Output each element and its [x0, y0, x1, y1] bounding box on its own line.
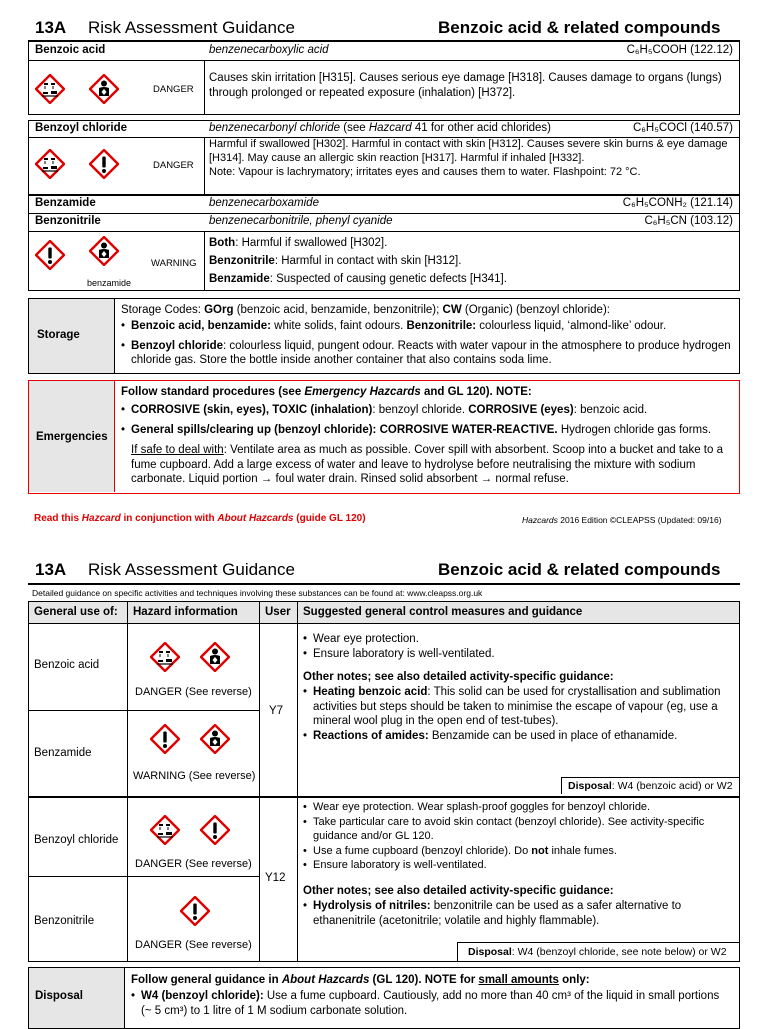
corrosion-icon: [35, 149, 65, 179]
hazcard-footer-note: Read this Hazcard in conjunction with About Hazcards (guide GL 120): [34, 513, 366, 524]
signal-word: DANGER: [153, 160, 194, 171]
corrosion-icon: [150, 642, 180, 672]
corrosion-icon: [150, 815, 180, 845]
benzoyl-chloride-block: [28, 120, 740, 195]
page2-number: 13A: [35, 560, 67, 579]
substance-alt-name: benzenecarboxylic acid: [209, 44, 329, 56]
hazard-statement: Harmful if swallowed [H302]. Harmful in contact with skin [H312]. Causes severe skin burns & eye damage [H314]. May cause an allergic skin reaction [H317]. Harmful if inhaled [H332].: [209, 138, 728, 164]
corrosion-icon: [35, 74, 65, 104]
emergencies-label: Emergencies: [36, 431, 108, 443]
exclamation-icon: [200, 815, 230, 845]
page2-title: Risk Assessment Guidance: [88, 560, 295, 579]
emergencies-section: [28, 380, 740, 494]
disposal-label: Disposal: [35, 990, 83, 1002]
measure-item: • Wear eye protection. Wear splash-proof goggles for benzoyl chloride.: [303, 800, 733, 815]
substance-name: Benzonitrile: [35, 215, 101, 227]
disposal-bullet: • W4 (benzoyl chloride): Use a fume cupboard. Cautiously, add no more than 40 cm³ of the liquid in small portions (~ 5 cm³) to 1 litre of 1 M sodium carbonate solution.: [131, 989, 731, 1018]
control-measures-table: [28, 601, 740, 962]
storage-bullet: • Benzoic acid, benzamide: white solids, faint odours. Benzonitrile: colourless liquid, ‘almond-like’ odour.: [121, 319, 731, 334]
measure-item: • Use a fume cupboard (benzoyl chloride). Do not inhale fumes.: [303, 844, 733, 859]
benzamide-benzonitrile-block: [28, 195, 740, 291]
emergencies-bullet: • CORROSIVE (skin, eyes), TOXIC (inhalation): benzoyl chloride. CORROSIVE (eyes): benzoic acid.: [121, 403, 731, 418]
health-hazard-icon: [200, 642, 230, 672]
substance-formula: C₆H₅COCl (140.57): [632, 122, 733, 134]
emergencies-spill-procedure: If safe to deal with: Ventilate area as much as possible. Cover spill with absorbent. Scoop into a bucket and take to a fume cupboard. Add a large excess of water and leave to hydrolyse before neutralising the mixture with sodium carbonate. Liquid portion → foul water drain. Rinsed solid absorbent → normal refuse.: [131, 444, 723, 485]
note-item: • Hydrolysis of nitriles: benzonitrile can be used as a safer alternative to ethanenitrile (acetonitrile; volatile and highly flammable).: [303, 899, 733, 928]
storage-codes: Storage Codes: GOrg (benzoic acid, benzamide, benzonitrile); CW (Organic) (benzoyl chloride):: [121, 304, 610, 316]
storage-section: [28, 298, 740, 374]
health-hazard-icon: [200, 724, 230, 754]
signal-benzoic-acid: DANGER (See reverse): [135, 686, 252, 698]
page1-title: Risk Assessment Guidance: [88, 18, 295, 37]
page1-subject: Benzoic acid & related compounds: [438, 18, 721, 37]
hazard-both: Both: Harmful if swallowed [H302].: [209, 237, 388, 249]
substance-name: Benzoic acid: [35, 44, 106, 56]
disposal-group2: Disposal: W4 (benzoyl chloride, see note below) or W2: [457, 942, 739, 961]
signal-benzamide: WARNING (See reverse): [133, 770, 256, 782]
measure-item: • Ensure laboratory is well-ventilated.: [303, 647, 733, 662]
exclamation-icon: [89, 149, 119, 179]
health-hazard-icon: [89, 74, 119, 104]
disposal-intro: Follow general guidance in About Hazcards (GL 120). NOTE for small amounts only:: [131, 974, 590, 986]
pictogram-label: benzamide: [87, 278, 132, 288]
header-hazard-info: Hazard information: [133, 606, 238, 618]
other-notes-heading: Other notes; see also detailed activity-specific guidance:: [303, 671, 614, 683]
guidance-note: Detailed guidance on specific activities and techniques involving these substances can be found at: www.cleapss.org.uk: [32, 588, 483, 598]
signal-benzoyl-chloride: DANGER (See reverse): [135, 858, 252, 870]
hazard-statement: Causes skin irritation [H315]. Causes serious eye damage [H318]. Causes damage to organs (lungs) through prolonged or repeated exposure (inhalation) [H372].: [209, 72, 722, 99]
signal-word: WARNING: [151, 258, 197, 269]
use-benzamide: Benzamide: [34, 747, 92, 759]
measure-item: • Wear eye protection.: [303, 632, 733, 647]
substance-formula: C₆H₅CN (103.12): [644, 215, 733, 227]
user-level: Y12: [265, 872, 286, 884]
header-user: User: [265, 606, 291, 618]
benzoic-acid-block: [28, 41, 740, 115]
header-general-use: General use of:: [34, 606, 118, 618]
substance-name: Benzamide: [35, 197, 96, 209]
use-benzoic-acid: Benzoic acid: [34, 659, 100, 671]
page2-subject: Benzoic acid & related compounds: [438, 560, 721, 579]
use-benzonitrile: Benzonitrile: [34, 915, 95, 927]
storage-label: Storage: [37, 329, 80, 341]
hazard-benzonitrile: Benzonitrile: Harmful in contact with skin [H312].: [209, 255, 462, 267]
measure-item: • Take particular care to avoid skin contact (benzoyl chloride). See activity-specific guidance and/or GL 120.: [303, 815, 733, 844]
substance-alt-name: benzenecarbonitrile, phenyl cyanide: [209, 215, 393, 227]
storage-bullet: • Benzoyl chloride: colourless liquid, pungent odour. Reacts with water vapour in the atmosphere to produce hydrogen chloride gas. Store the bottle inside another container that also contains soda lime.: [121, 339, 731, 368]
emergencies-intro: Follow standard procedures (see Emergency Hazcards and GL 120). NOTE:: [121, 386, 532, 398]
header-measures: Suggested general control measures and guidance: [303, 606, 583, 618]
use-benzoyl-chloride: Benzoyl chloride: [34, 834, 119, 846]
exclamation-icon: [35, 240, 65, 270]
substance-alt-name: benzenecarboxamide: [209, 197, 319, 209]
hazard-note: Note: Vapour is lachrymatory; irritates eyes and causes them to water. Flashpoint: 72 °C.: [209, 166, 641, 178]
substance-formula: C₆H₅CONH₂ (121.14): [622, 197, 733, 209]
emergencies-bullet: • General spills/clearing up (benzoyl chloride): CORROSIVE WATER-REACTIVE. Hydrogen chloride gas forms.: [121, 423, 731, 438]
substance-alt-name: benzenecarbonyl chloride (see Hazcard 41 for other acid chlorides): [209, 122, 552, 134]
note-item: • Reactions of amides: Benzamide can be used in place of ethanamide.: [303, 729, 733, 744]
user-level: Y7: [269, 705, 284, 717]
signal-benzonitrile: DANGER (See reverse): [135, 939, 252, 951]
page1-number: 13A: [35, 18, 67, 37]
disposal-group1: Disposal: W4 (benzoic acid) or W2: [561, 777, 739, 794]
signal-word: DANGER: [153, 84, 194, 95]
exclamation-icon: [180, 896, 210, 926]
measure-item: • Ensure laboratory is well-ventilated.: [303, 858, 733, 873]
disposal-section: [28, 967, 740, 1029]
health-hazard-icon: [89, 236, 119, 266]
other-notes-heading: Other notes; see also detailed activity-specific guidance:: [303, 885, 614, 897]
edition-footer: Hazcards 2016 Edition ©CLEAPSS (Updated: 09/16): [522, 515, 722, 525]
substance-name: Benzoyl chloride: [35, 122, 128, 134]
substance-formula: C₆H₅COOH (122.12): [626, 44, 733, 56]
hazard-benzamide: Benzamide: Suspected of causing genetic defects [H341].: [209, 273, 507, 285]
note-item: • Heating benzoic acid: This solid can be used for crystallisation and sublimation activities but steps should be taken to minimise the escape of vapour (eg, use a mineral wool plug in the open end of test-tubes).: [303, 685, 733, 729]
exclamation-icon: [150, 724, 180, 754]
